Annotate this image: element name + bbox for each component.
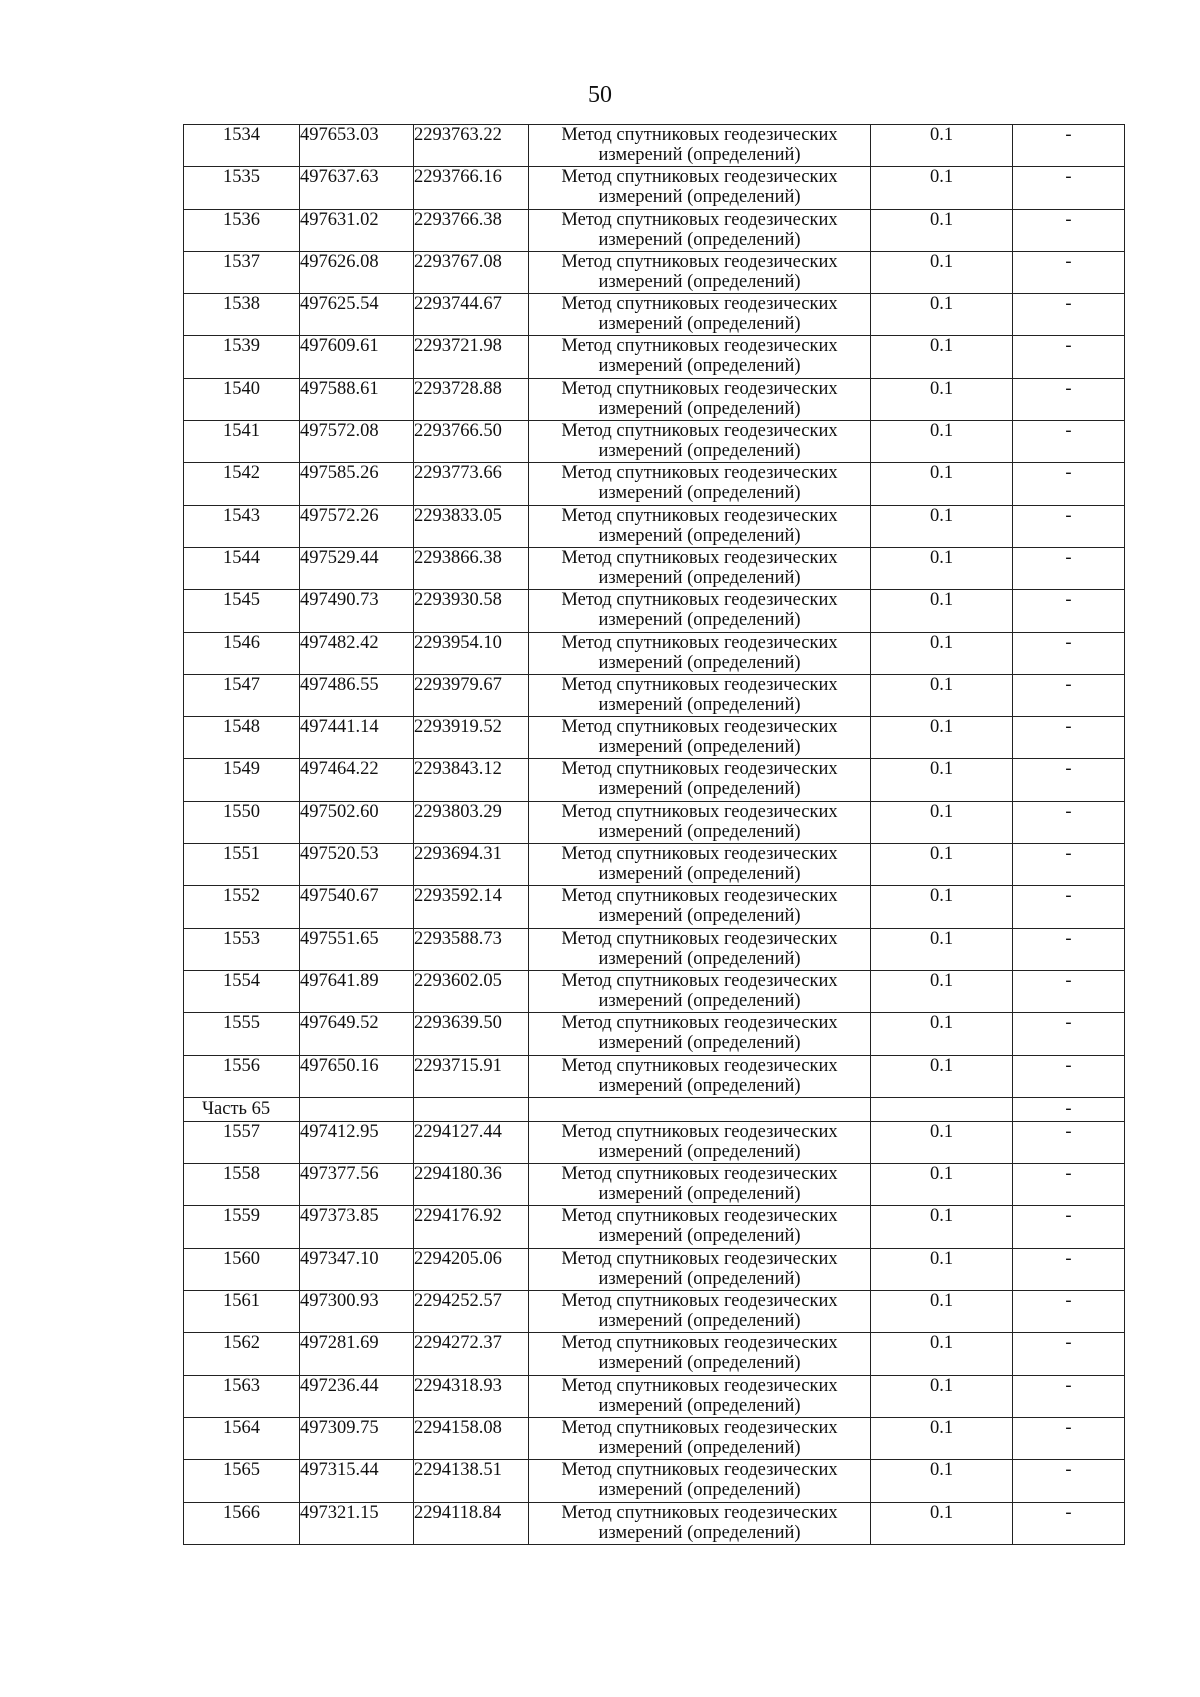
extra-cell: - bbox=[1013, 421, 1125, 463]
table-row bbox=[184, 1013, 1125, 1055]
method-cell: Метод спутниковых геодезических измерений (определений) bbox=[529, 1502, 871, 1544]
accuracy-cell: 0.1 bbox=[871, 167, 1013, 209]
x-coordinate-cell: 497585.26 bbox=[300, 463, 414, 505]
extra-cell: - bbox=[1013, 167, 1125, 209]
accuracy-cell: 0.1 bbox=[871, 463, 1013, 505]
y-coordinate-cell: 2293930.58 bbox=[414, 590, 529, 632]
method-cell: Метод спутниковых геодезических измерений (определений) bbox=[529, 294, 871, 336]
x-coordinate-cell: 497482.42 bbox=[300, 632, 414, 674]
extra-cell: - bbox=[1013, 1206, 1125, 1248]
method-cell: Метод спутниковых геодезических измерений (определений) bbox=[529, 590, 871, 632]
method-cell: Метод спутниковых геодезических измерений (определений) bbox=[529, 844, 871, 886]
point-number-cell: 1551 bbox=[184, 844, 300, 886]
y-coordinate-cell: 2293694.31 bbox=[414, 844, 529, 886]
table-row bbox=[184, 1333, 1125, 1375]
point-number-cell: 1548 bbox=[184, 717, 300, 759]
point-number-cell: 1534 bbox=[184, 125, 300, 167]
extra-cell: - bbox=[1013, 209, 1125, 251]
point-number-cell: 1564 bbox=[184, 1417, 300, 1459]
table-row bbox=[184, 759, 1125, 801]
extra-cell: - bbox=[1013, 970, 1125, 1012]
x-coordinate-cell: 497650.16 bbox=[300, 1055, 414, 1097]
y-coordinate-cell: 2293767.08 bbox=[414, 251, 529, 293]
extra-cell: - bbox=[1013, 886, 1125, 928]
extra-cell: - bbox=[1013, 1121, 1125, 1163]
y-coordinate-cell: 2293766.38 bbox=[414, 209, 529, 251]
extra-cell: - bbox=[1013, 717, 1125, 759]
table-row bbox=[184, 717, 1125, 759]
table-row bbox=[184, 251, 1125, 293]
y-coordinate-cell: 2293721.98 bbox=[414, 336, 529, 378]
table-row bbox=[184, 844, 1125, 886]
method-cell: Метод спутниковых геодезических измерений (определений) bbox=[529, 1013, 871, 1055]
x-coordinate-cell: 497321.15 bbox=[300, 1502, 414, 1544]
x-coordinate-cell: 497641.89 bbox=[300, 970, 414, 1012]
accuracy-cell: 0.1 bbox=[871, 801, 1013, 843]
table-row bbox=[184, 505, 1125, 547]
accuracy-cell: 0.1 bbox=[871, 1248, 1013, 1290]
point-number-cell: 1535 bbox=[184, 167, 300, 209]
method-cell: Метод спутниковых геодезических измерений (определений) bbox=[529, 336, 871, 378]
point-number-cell: 1561 bbox=[184, 1291, 300, 1333]
point-number-cell: 1559 bbox=[184, 1206, 300, 1248]
method-cell: Метод спутниковых геодезических измерений (определений) bbox=[529, 1460, 871, 1502]
point-number-cell: 1536 bbox=[184, 209, 300, 251]
table-row bbox=[184, 1248, 1125, 1290]
x-coordinate-cell: 497490.73 bbox=[300, 590, 414, 632]
accuracy-cell: 0.1 bbox=[871, 1502, 1013, 1544]
accuracy-cell: 0.1 bbox=[871, 632, 1013, 674]
x-coordinate-cell: 497626.08 bbox=[300, 251, 414, 293]
accuracy-cell: 0.1 bbox=[871, 1121, 1013, 1163]
x-coordinate-cell: 497572.26 bbox=[300, 505, 414, 547]
table-row bbox=[184, 674, 1125, 716]
point-number-cell: 1555 bbox=[184, 1013, 300, 1055]
empty-cell bbox=[529, 1097, 871, 1121]
table-row bbox=[184, 1291, 1125, 1333]
y-coordinate-cell: 2294158.08 bbox=[414, 1417, 529, 1459]
accuracy-cell: 0.1 bbox=[871, 1417, 1013, 1459]
extra-cell: - bbox=[1013, 1502, 1125, 1544]
extra-cell: - bbox=[1013, 125, 1125, 167]
x-coordinate-cell: 497300.93 bbox=[300, 1291, 414, 1333]
extra-cell: - bbox=[1013, 1248, 1125, 1290]
point-number-cell: 1547 bbox=[184, 674, 300, 716]
accuracy-cell: 0.1 bbox=[871, 125, 1013, 167]
y-coordinate-cell: 2293766.16 bbox=[414, 167, 529, 209]
method-cell: Метод спутниковых геодезических измерений (определений) bbox=[529, 1206, 871, 1248]
point-number-cell: 1566 bbox=[184, 1502, 300, 1544]
y-coordinate-cell: 2294118.84 bbox=[414, 1502, 529, 1544]
y-coordinate-cell: 2294252.57 bbox=[414, 1291, 529, 1333]
table-row bbox=[184, 167, 1125, 209]
x-coordinate-cell: 497551.65 bbox=[300, 928, 414, 970]
point-number-cell: 1560 bbox=[184, 1248, 300, 1290]
method-cell: Метод спутниковых геодезических измерений (определений) bbox=[529, 1164, 871, 1206]
y-coordinate-cell: 2293715.91 bbox=[414, 1055, 529, 1097]
x-coordinate-cell: 497236.44 bbox=[300, 1375, 414, 1417]
method-cell: Метод спутниковых геодезических измерений (определений) bbox=[529, 1333, 871, 1375]
extra-cell: - bbox=[1013, 463, 1125, 505]
x-coordinate-cell: 497631.02 bbox=[300, 209, 414, 251]
extra-cell: - bbox=[1013, 928, 1125, 970]
accuracy-cell: 0.1 bbox=[871, 590, 1013, 632]
extra-cell: - bbox=[1013, 1460, 1125, 1502]
method-cell: Метод спутниковых геодезических измерений (определений) bbox=[529, 463, 871, 505]
x-coordinate-cell: 497520.53 bbox=[300, 844, 414, 886]
section-label: Часть 65 bbox=[184, 1097, 300, 1121]
y-coordinate-cell: 2294318.93 bbox=[414, 1375, 529, 1417]
y-coordinate-cell: 2294127.44 bbox=[414, 1121, 529, 1163]
accuracy-cell: 0.1 bbox=[871, 970, 1013, 1012]
point-number-cell: 1546 bbox=[184, 632, 300, 674]
x-coordinate-cell: 497572.08 bbox=[300, 421, 414, 463]
method-cell: Метод спутниковых геодезических измерений (определений) bbox=[529, 167, 871, 209]
accuracy-cell: 0.1 bbox=[871, 505, 1013, 547]
y-coordinate-cell: 2294176.92 bbox=[414, 1206, 529, 1248]
y-coordinate-cell: 2294180.36 bbox=[414, 1164, 529, 1206]
method-cell: Метод спутниковых геодезических измерений (определений) bbox=[529, 1417, 871, 1459]
table-row bbox=[184, 886, 1125, 928]
extra-cell: - bbox=[1013, 378, 1125, 420]
method-cell: Метод спутниковых геодезических измерений (определений) bbox=[529, 717, 871, 759]
extra-cell: - bbox=[1013, 1097, 1125, 1121]
method-cell: Метод спутниковых геодезических измерений (определений) bbox=[529, 886, 871, 928]
table-row bbox=[184, 1206, 1125, 1248]
accuracy-cell: 0.1 bbox=[871, 421, 1013, 463]
method-cell: Метод спутниковых геодезических измерений (определений) bbox=[529, 674, 871, 716]
table-row bbox=[184, 547, 1125, 589]
extra-cell: - bbox=[1013, 1164, 1125, 1206]
accuracy-cell: 0.1 bbox=[871, 674, 1013, 716]
table-row bbox=[184, 1375, 1125, 1417]
method-cell: Метод спутниковых геодезических измерений (определений) bbox=[529, 1055, 871, 1097]
y-coordinate-cell: 2293592.14 bbox=[414, 886, 529, 928]
accuracy-cell: 0.1 bbox=[871, 251, 1013, 293]
accuracy-cell: 0.1 bbox=[871, 547, 1013, 589]
method-cell: Метод спутниковых геодезических измерений (определений) bbox=[529, 1248, 871, 1290]
x-coordinate-cell: 497653.03 bbox=[300, 125, 414, 167]
method-cell: Метод спутниковых геодезических измерений (определений) bbox=[529, 421, 871, 463]
point-number-cell: 1545 bbox=[184, 590, 300, 632]
table-row bbox=[184, 1055, 1125, 1097]
x-coordinate-cell: 497529.44 bbox=[300, 547, 414, 589]
method-cell: Метод спутниковых геодезических измерений (определений) bbox=[529, 1121, 871, 1163]
extra-cell: - bbox=[1013, 547, 1125, 589]
extra-cell: - bbox=[1013, 1375, 1125, 1417]
x-coordinate-cell: 497540.67 bbox=[300, 886, 414, 928]
method-cell: Метод спутниковых геодезических измерений (определений) bbox=[529, 378, 871, 420]
extra-cell: - bbox=[1013, 844, 1125, 886]
accuracy-cell: 0.1 bbox=[871, 209, 1013, 251]
y-coordinate-cell: 2293866.38 bbox=[414, 547, 529, 589]
method-cell: Метод спутниковых геодезических измерений (определений) bbox=[529, 928, 871, 970]
accuracy-cell: 0.1 bbox=[871, 1460, 1013, 1502]
point-number-cell: 1557 bbox=[184, 1121, 300, 1163]
extra-cell: - bbox=[1013, 801, 1125, 843]
y-coordinate-cell: 2293919.52 bbox=[414, 717, 529, 759]
x-coordinate-cell: 497347.10 bbox=[300, 1248, 414, 1290]
point-number-cell: 1539 bbox=[184, 336, 300, 378]
x-coordinate-cell: 497588.61 bbox=[300, 378, 414, 420]
method-cell: Метод спутниковых геодезических измерений (определений) bbox=[529, 970, 871, 1012]
method-cell: Метод спутниковых геодезических измерений (определений) bbox=[529, 1375, 871, 1417]
extra-cell: - bbox=[1013, 1291, 1125, 1333]
table-row bbox=[184, 1121, 1125, 1163]
table-row bbox=[184, 294, 1125, 336]
accuracy-cell: 0.1 bbox=[871, 717, 1013, 759]
extra-cell: - bbox=[1013, 505, 1125, 547]
point-number-cell: 1554 bbox=[184, 970, 300, 1012]
point-number-cell: 1540 bbox=[184, 378, 300, 420]
table-row bbox=[184, 421, 1125, 463]
accuracy-cell: 0.1 bbox=[871, 294, 1013, 336]
y-coordinate-cell: 2293588.73 bbox=[414, 928, 529, 970]
point-number-cell: 1562 bbox=[184, 1333, 300, 1375]
accuracy-cell: 0.1 bbox=[871, 759, 1013, 801]
y-coordinate-cell: 2294138.51 bbox=[414, 1460, 529, 1502]
point-number-cell: 1558 bbox=[184, 1164, 300, 1206]
method-cell: Метод спутниковых геодезических измерений (определений) bbox=[529, 209, 871, 251]
table-row bbox=[184, 125, 1125, 167]
y-coordinate-cell: 2293639.50 bbox=[414, 1013, 529, 1055]
point-number-cell: 1544 bbox=[184, 547, 300, 589]
accuracy-cell: 0.1 bbox=[871, 1164, 1013, 1206]
x-coordinate-cell: 497377.56 bbox=[300, 1164, 414, 1206]
method-cell: Метод спутниковых геодезических измерений (определений) bbox=[529, 759, 871, 801]
point-number-cell: 1556 bbox=[184, 1055, 300, 1097]
extra-cell: - bbox=[1013, 294, 1125, 336]
table-row bbox=[184, 209, 1125, 251]
y-coordinate-cell: 2293602.05 bbox=[414, 970, 529, 1012]
method-cell: Метод спутниковых геодезических измерений (определений) bbox=[529, 632, 871, 674]
extra-cell: - bbox=[1013, 590, 1125, 632]
point-number-cell: 1550 bbox=[184, 801, 300, 843]
y-coordinate-cell: 2294272.37 bbox=[414, 1333, 529, 1375]
point-number-cell: 1565 bbox=[184, 1460, 300, 1502]
extra-cell: - bbox=[1013, 1013, 1125, 1055]
coordinates-table-body bbox=[184, 125, 1125, 1545]
x-coordinate-cell: 497649.52 bbox=[300, 1013, 414, 1055]
table-row bbox=[184, 1502, 1125, 1544]
x-coordinate-cell: 497464.22 bbox=[300, 759, 414, 801]
point-number-cell: 1549 bbox=[184, 759, 300, 801]
empty-cell bbox=[871, 1097, 1013, 1121]
y-coordinate-cell: 2293773.66 bbox=[414, 463, 529, 505]
extra-cell: - bbox=[1013, 759, 1125, 801]
y-coordinate-cell: 2293766.50 bbox=[414, 421, 529, 463]
accuracy-cell: 0.1 bbox=[871, 844, 1013, 886]
point-number-cell: 1563 bbox=[184, 1375, 300, 1417]
method-cell: Метод спутниковых геодезических измерений (определений) bbox=[529, 251, 871, 293]
accuracy-cell: 0.1 bbox=[871, 1333, 1013, 1375]
section-row bbox=[184, 1097, 1125, 1121]
method-cell: Метод спутниковых геодезических измерений (определений) bbox=[529, 1291, 871, 1333]
table-row bbox=[184, 463, 1125, 505]
y-coordinate-cell: 2293728.88 bbox=[414, 378, 529, 420]
page-number: 50 bbox=[588, 82, 612, 108]
accuracy-cell: 0.1 bbox=[871, 336, 1013, 378]
extra-cell: - bbox=[1013, 1333, 1125, 1375]
x-coordinate-cell: 497412.95 bbox=[300, 1121, 414, 1163]
table-row bbox=[184, 1164, 1125, 1206]
table-row bbox=[184, 378, 1125, 420]
extra-cell: - bbox=[1013, 336, 1125, 378]
accuracy-cell: 0.1 bbox=[871, 1291, 1013, 1333]
table-row bbox=[184, 336, 1125, 378]
accuracy-cell: 0.1 bbox=[871, 886, 1013, 928]
table-row bbox=[184, 632, 1125, 674]
y-coordinate-cell: 2293763.22 bbox=[414, 125, 529, 167]
x-coordinate-cell: 497486.55 bbox=[300, 674, 414, 716]
table-row bbox=[184, 928, 1125, 970]
x-coordinate-cell: 497637.63 bbox=[300, 167, 414, 209]
accuracy-cell: 0.1 bbox=[871, 928, 1013, 970]
x-coordinate-cell: 497625.54 bbox=[300, 294, 414, 336]
method-cell: Метод спутниковых геодезических измерений (определений) bbox=[529, 505, 871, 547]
table-row bbox=[184, 801, 1125, 843]
table-row bbox=[184, 1460, 1125, 1502]
method-cell: Метод спутниковых геодезических измерений (определений) bbox=[529, 125, 871, 167]
point-number-cell: 1537 bbox=[184, 251, 300, 293]
method-cell: Метод спутниковых геодезических измерений (определений) bbox=[529, 547, 871, 589]
point-number-cell: 1538 bbox=[184, 294, 300, 336]
y-coordinate-cell: 2293843.12 bbox=[414, 759, 529, 801]
table-row bbox=[184, 1417, 1125, 1459]
point-number-cell: 1552 bbox=[184, 886, 300, 928]
x-coordinate-cell: 497373.85 bbox=[300, 1206, 414, 1248]
extra-cell: - bbox=[1013, 632, 1125, 674]
extra-cell: - bbox=[1013, 674, 1125, 716]
x-coordinate-cell: 497609.61 bbox=[300, 336, 414, 378]
y-coordinate-cell: 2293744.67 bbox=[414, 294, 529, 336]
y-coordinate-cell: 2294205.06 bbox=[414, 1248, 529, 1290]
x-coordinate-cell: 497309.75 bbox=[300, 1417, 414, 1459]
point-number-cell: 1543 bbox=[184, 505, 300, 547]
coordinates-table bbox=[183, 124, 1125, 1545]
accuracy-cell: 0.1 bbox=[871, 378, 1013, 420]
table-row bbox=[184, 970, 1125, 1012]
method-cell: Метод спутниковых геодезических измерений (определений) bbox=[529, 801, 871, 843]
accuracy-cell: 0.1 bbox=[871, 1375, 1013, 1417]
accuracy-cell: 0.1 bbox=[871, 1206, 1013, 1248]
x-coordinate-cell: 497502.60 bbox=[300, 801, 414, 843]
point-number-cell: 1541 bbox=[184, 421, 300, 463]
y-coordinate-cell: 2293954.10 bbox=[414, 632, 529, 674]
accuracy-cell: 0.1 bbox=[871, 1013, 1013, 1055]
point-number-cell: 1553 bbox=[184, 928, 300, 970]
x-coordinate-cell: 497441.14 bbox=[300, 717, 414, 759]
extra-cell: - bbox=[1013, 1417, 1125, 1459]
extra-cell: - bbox=[1013, 251, 1125, 293]
x-coordinate-cell: 497281.69 bbox=[300, 1333, 414, 1375]
empty-cell bbox=[414, 1097, 529, 1121]
accuracy-cell: 0.1 bbox=[871, 1055, 1013, 1097]
table-row bbox=[184, 590, 1125, 632]
empty-cell bbox=[300, 1097, 414, 1121]
extra-cell: - bbox=[1013, 1055, 1125, 1097]
x-coordinate-cell: 497315.44 bbox=[300, 1460, 414, 1502]
y-coordinate-cell: 2293833.05 bbox=[414, 505, 529, 547]
y-coordinate-cell: 2293979.67 bbox=[414, 674, 529, 716]
point-number-cell: 1542 bbox=[184, 463, 300, 505]
y-coordinate-cell: 2293803.29 bbox=[414, 801, 529, 843]
